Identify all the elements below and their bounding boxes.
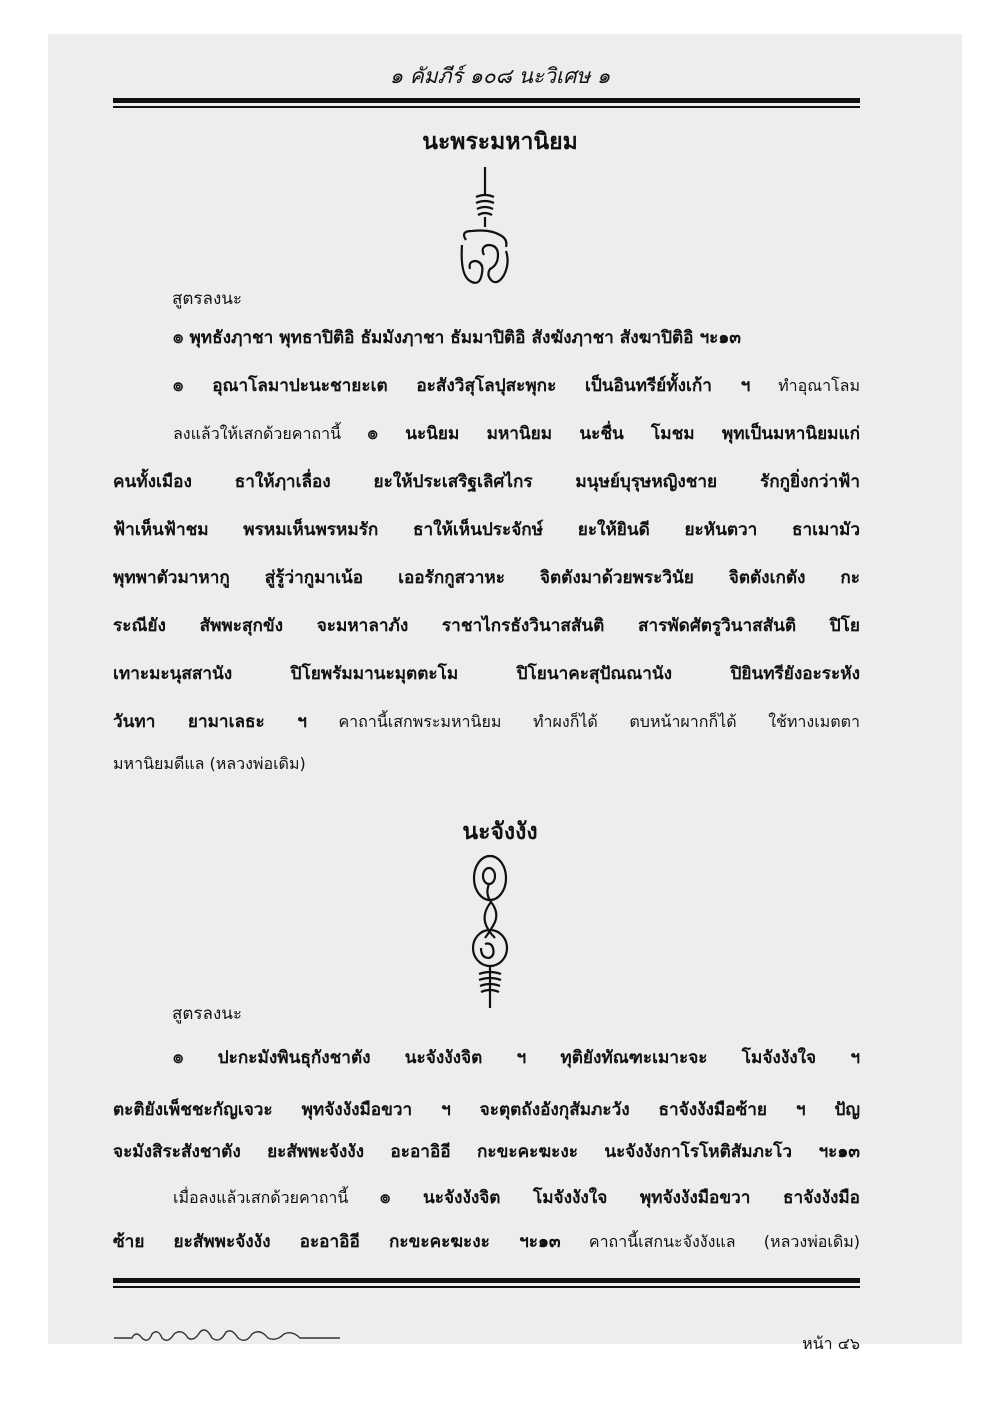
text-line: [113, 366, 860, 406]
explanation-text: มหานิยมดีแล (หลวงพ่อเดิม): [113, 754, 306, 773]
incantation-text: วันทา ยามาเลธะ ฯ: [113, 712, 307, 732]
incantation-text: ระณียัง สัพพะสุกขัง จะมหาลาภัง ราชาไกรธังวินาสสันติ สารพัดศัตรูวินาสสันติ ปิโย: [113, 616, 860, 636]
incantation-text: ๏ ปะกะมังพินธุกังชาตัง นะจังงังจิต ฯ ทุติยังทัณฑะเมาะจะ โมจังงังใจ ฯ: [173, 1048, 860, 1068]
running-header: ๑ คัมภีร์ ๑๐๘ นะวิเศษ ๑: [389, 64, 611, 88]
explanation-text: ทำอุณาโลม: [750, 376, 860, 395]
text-line: [113, 606, 860, 646]
text-line: [113, 510, 860, 550]
text-line: [113, 318, 860, 358]
header-rule-thin: [113, 106, 860, 108]
incantation-text: เทาะมะนุสสานัง ปิโยพรัมมานะมุตตะโม ปิโยนาคะสุปัณณานัง ปิยินทรียังอะระหัง: [113, 664, 860, 684]
incantation-text: ๏ พุทธังฦาชา พุทธาปิติอิ ธัมมังฦาชา ธัมมาปิติอิ สังฆังฦาชา สังฆาปิติอิ ฯะ๑๓: [173, 328, 742, 348]
footer-rule-thin: [113, 1286, 860, 1288]
incantation-text: ๏ อุณาโลมาปะนะชายะเต อะสังวิสุโลปุสะพุกะ เป็นอินทรีย์ทั้งเก้า ฯ: [173, 376, 751, 396]
section2-subhead: สูตรลงนะ: [172, 1004, 243, 1024]
incantation-text: จะมังสิระสังชาตัง ยะสัพพะจังงัง อะอาอิอี กะขะคะฆะงะ นะจังงังกาโรโหติสัมภะโว ฯะ๑๓: [113, 1142, 860, 1162]
yantra-jang-ngang-icon: [455, 850, 525, 1010]
text-line: [113, 1090, 860, 1130]
explanation-text: คาถานี้เสกนะจังงังแล (หลวงพ่อเดิม): [560, 1232, 860, 1251]
incantation-text: พุทพาตัวมาหากู สู่รู้ว่ากูมาเน้อ เออรักกูสวาหะ จิตตังมาด้วยพระวินัย จิตตังเกตัง กะ: [113, 568, 860, 588]
incantation-text: ซ้าย ยะสัพพะจังงัง อะอาอิอี กะขะคะฆะงะ ฯะ๑๓: [113, 1232, 561, 1252]
incantation-text: คนทั้งเมือง ธาให้ฦาเลื่อง ยะให้ประเสริฐเลิศไกร มนุษย์บุรุษหญิงชาย รักกูยิ่งกว่าฟ้า: [113, 472, 860, 492]
incantation-text: ตะติยังเพ็ชชะกัญเจวะ พุทจังงังมือขวา ฯ จะตุตถังอังกุสัมภะวัง ธาจังงังมือซ้าย ฯ ปัญ: [113, 1100, 860, 1120]
text-line: [113, 1038, 860, 1078]
page-number: หน้า ๔๖: [802, 1334, 860, 1353]
text-line: [113, 744, 860, 784]
yantra-maha-niyom-icon: [450, 165, 520, 305]
explanation-text: ลงแล้วให้เสกด้วยคาถานี้: [173, 424, 368, 443]
footer-rule-thick: [113, 1278, 860, 1283]
section-title-maha-niyom: นะพระมหานิยม: [422, 128, 578, 155]
text-line: [113, 414, 860, 454]
text-line: [113, 558, 860, 598]
explanation-text: คาถานี้เสกพระมหานิยม ทำผงก็ได้ ตบหน้าผากก็ได้ ใช้ทางเมตตา: [306, 712, 860, 731]
text-line: [113, 462, 860, 502]
incantation-text: ฟ้าเห็นฟ้าชม พรหมเห็นพรหมรัก ธาให้เห็นประจักษ์ ยะให้ยินดี ยะหันตวา ธาเมามัว: [113, 520, 860, 540]
text-line: [113, 1178, 860, 1218]
text-line: [113, 654, 860, 694]
text-line: [113, 1132, 860, 1172]
incantation-text: ๏ นะจังงังจิต โมจังงังใจ พุทจังงังมือขวา ธาจังงังมือ: [379, 1188, 860, 1208]
text-line: [113, 702, 860, 742]
section-title-jang-ngang: นะจังงัง: [462, 818, 538, 845]
handwritten-signature-icon: [112, 1322, 342, 1348]
section1-subhead: สูตรลงนะ: [172, 289, 243, 309]
explanation-text: เมื่อลงแล้วเสกด้วยคาถานี้: [173, 1188, 380, 1207]
text-line: [113, 1222, 860, 1262]
incantation-text: ๏ นะนิยม มหานิยม นะชื่น โมชม พุทเป็นมหานิยมแก่: [367, 424, 860, 444]
header-rule-thick: [113, 98, 860, 103]
